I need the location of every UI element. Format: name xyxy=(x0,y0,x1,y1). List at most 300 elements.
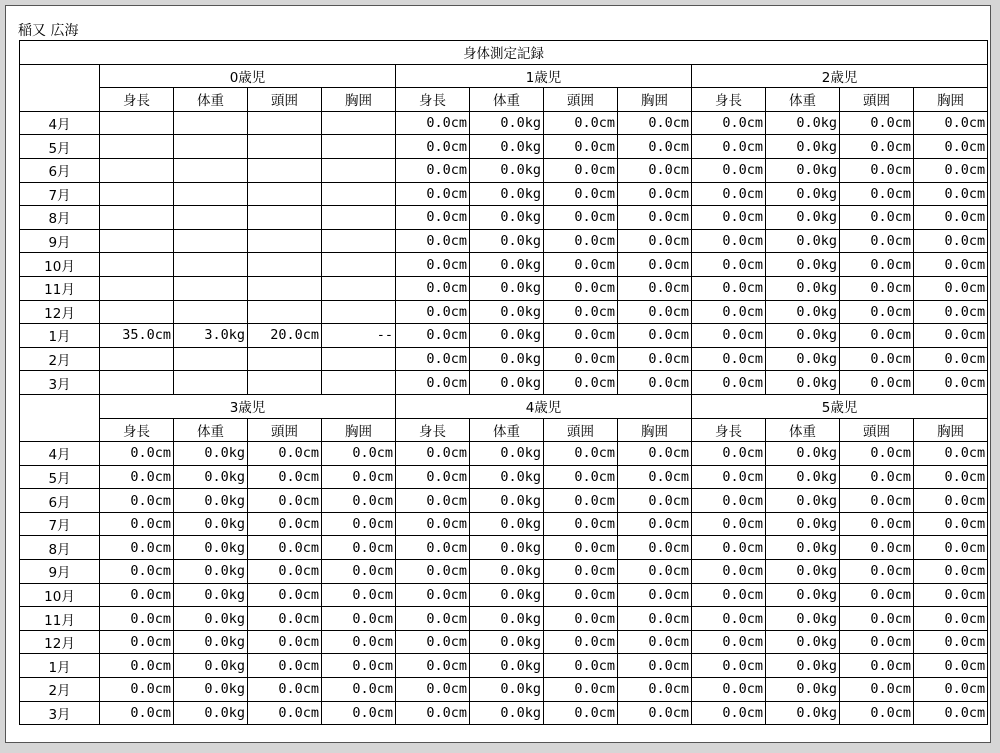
measure-header: 体重 xyxy=(470,418,544,442)
measurement-cell: 0.0kg xyxy=(766,701,840,725)
measurement-cell xyxy=(248,182,322,206)
measurement-cell: 0.0kg xyxy=(174,654,248,678)
measurement-cell xyxy=(174,206,248,230)
table-title: 身体測定記録 xyxy=(20,41,988,65)
measurement-cell: 0.0cm xyxy=(396,654,470,678)
measurement-cell: 0.0cm xyxy=(618,206,692,230)
measurement-cell: 0.0cm xyxy=(544,583,618,607)
measurement-cell: 0.0cm xyxy=(322,607,396,631)
measure-header: 体重 xyxy=(766,88,840,112)
measurement-cell: 0.0cm xyxy=(840,206,914,230)
measure-header: 胸囲 xyxy=(914,88,988,112)
measurement-cell: 0.0cm xyxy=(618,583,692,607)
measurement-cell: 0.0cm xyxy=(618,324,692,348)
measurement-cell: 0.0kg xyxy=(766,371,840,395)
measurement-cell: 0.0cm xyxy=(396,276,470,300)
measurement-cell: 0.0cm xyxy=(840,158,914,182)
measurement-cell xyxy=(100,276,174,300)
age-group-label: 2歳児 xyxy=(692,64,988,88)
table-row xyxy=(20,654,988,678)
measurement-cell: 0.0cm xyxy=(840,111,914,135)
measurement-cell: 0.0cm xyxy=(914,678,988,702)
measure-header: 身長 xyxy=(100,418,174,442)
measurement-cell: 0.0cm xyxy=(396,371,470,395)
measurement-cell: 0.0cm xyxy=(618,371,692,395)
measurement-cell: 0.0cm xyxy=(618,536,692,560)
measurement-cell xyxy=(248,371,322,395)
measurement-cell: 35.0cm xyxy=(100,324,174,348)
measurement-cell: 0.0kg xyxy=(766,560,840,584)
measurement-cell: 0.0kg xyxy=(470,560,544,584)
table-row xyxy=(20,678,988,702)
measure-header: 身長 xyxy=(692,418,766,442)
measurement-cell: 0.0cm xyxy=(692,158,766,182)
measurement-cell: 0.0cm xyxy=(544,630,618,654)
measurement-cell xyxy=(100,371,174,395)
measurement-cell xyxy=(174,300,248,324)
measurement-cell: 0.0cm xyxy=(914,442,988,466)
age-group-label: 1歳児 xyxy=(396,64,692,88)
measurement-cell: 0.0cm xyxy=(840,678,914,702)
measurement-cell: 0.0cm xyxy=(396,678,470,702)
measurement-cell: 0.0kg xyxy=(766,182,840,206)
measurement-cell: 0.0cm xyxy=(692,182,766,206)
measurement-cell xyxy=(174,253,248,277)
measurement-cell: 0.0kg xyxy=(174,536,248,560)
measurement-cell: 0.0cm xyxy=(544,111,618,135)
age-group-row xyxy=(20,64,988,88)
measurement-cell: 0.0cm xyxy=(544,300,618,324)
table-row xyxy=(20,630,988,654)
measurement-cell: 0.0cm xyxy=(322,630,396,654)
measurement-cell: 0.0kg xyxy=(470,276,544,300)
measurement-cell: 0.0cm xyxy=(396,560,470,584)
measurement-cell: 0.0cm xyxy=(396,442,470,466)
month-label: 4月 xyxy=(20,111,100,135)
measurement-cell: 0.0cm xyxy=(692,442,766,466)
table-row xyxy=(20,206,988,230)
measure-header-row xyxy=(20,88,988,112)
measurement-cell: 0.0kg xyxy=(766,276,840,300)
measure-header-row xyxy=(20,418,988,442)
measurement-cell: 0.0cm xyxy=(100,512,174,536)
measurement-cell: 0.0cm xyxy=(618,135,692,159)
measurement-cell: 0.0cm xyxy=(322,560,396,584)
measurement-cell: 0.0kg xyxy=(766,158,840,182)
measurement-cell: 0.0cm xyxy=(396,182,470,206)
measurement-cell: 0.0cm xyxy=(618,701,692,725)
measurement-cell: 0.0kg xyxy=(174,512,248,536)
measurement-cell: 0.0cm xyxy=(100,678,174,702)
measurement-cell: 0.0cm xyxy=(840,654,914,678)
measurement-cell: 0.0cm xyxy=(100,465,174,489)
measure-header: 頭囲 xyxy=(248,418,322,442)
measurement-cell: 0.0cm xyxy=(248,442,322,466)
month-label: 12月 xyxy=(20,300,100,324)
table-row xyxy=(20,253,988,277)
measurement-cell: 0.0cm xyxy=(914,701,988,725)
measurement-cell: 0.0cm xyxy=(692,206,766,230)
measurement-cell: 0.0cm xyxy=(100,701,174,725)
measurement-cell: 0.0cm xyxy=(840,135,914,159)
month-label: 7月 xyxy=(20,182,100,206)
measurement-cell: 0.0cm xyxy=(914,465,988,489)
measurement-cell: 0.0cm xyxy=(618,654,692,678)
table-row xyxy=(20,371,988,395)
measurement-cell: 0.0cm xyxy=(618,111,692,135)
month-label: 2月 xyxy=(20,347,100,371)
measurement-cell: 0.0cm xyxy=(840,371,914,395)
measurement-cell: 0.0cm xyxy=(692,560,766,584)
measure-header: 体重 xyxy=(174,88,248,112)
measurement-cell: 0.0cm xyxy=(396,253,470,277)
measurement-cell: 0.0kg xyxy=(470,111,544,135)
measurement-cell: 0.0cm xyxy=(618,158,692,182)
table-row xyxy=(20,111,988,135)
measurement-cell: 0.0cm xyxy=(692,489,766,513)
measurement-cell: 0.0cm xyxy=(914,300,988,324)
measurement-cell: 0.0cm xyxy=(248,489,322,513)
measurement-cell: 0.0kg xyxy=(766,347,840,371)
measurement-cell: 0.0cm xyxy=(692,583,766,607)
measurement-cell: 0.0cm xyxy=(396,111,470,135)
measurement-cell: 0.0cm xyxy=(840,701,914,725)
month-label: 3月 xyxy=(20,371,100,395)
measurement-cell: 0.0cm xyxy=(544,229,618,253)
measurement-cell: 0.0cm xyxy=(544,442,618,466)
measurement-cell: 0.0kg xyxy=(766,253,840,277)
table-row xyxy=(20,607,988,631)
measurement-cell: 0.0cm xyxy=(618,347,692,371)
measurement-cell: 0.0cm xyxy=(544,560,618,584)
measurement-cell: 0.0cm xyxy=(544,512,618,536)
measurement-cell: 0.0cm xyxy=(914,206,988,230)
measurement-cell: 0.0kg xyxy=(470,654,544,678)
measurement-cell xyxy=(322,276,396,300)
measurement-cell: 0.0cm xyxy=(396,465,470,489)
measurement-cell: 0.0cm xyxy=(544,276,618,300)
measurement-cell: 0.0cm xyxy=(396,607,470,631)
measurement-cell xyxy=(100,135,174,159)
measurement-cell: 0.0cm xyxy=(692,300,766,324)
measurement-cell: 0.0cm xyxy=(692,276,766,300)
month-label: 11月 xyxy=(20,276,100,300)
measurement-cell: 0.0cm xyxy=(544,536,618,560)
measurement-cell: 0.0cm xyxy=(100,630,174,654)
measurement-cell: 0.0kg xyxy=(766,536,840,560)
measurement-cell: 0.0cm xyxy=(396,300,470,324)
measurement-cell: 0.0cm xyxy=(100,583,174,607)
measurement-cell: 0.0cm xyxy=(396,135,470,159)
measurement-cell: 0.0cm xyxy=(840,276,914,300)
measurement-cell: 0.0cm xyxy=(692,630,766,654)
measurement-cell: 0.0cm xyxy=(396,229,470,253)
measurement-cell xyxy=(322,206,396,230)
measurement-cell: 0.0kg xyxy=(470,701,544,725)
month-label: 8月 xyxy=(20,536,100,560)
measure-header: 身長 xyxy=(692,88,766,112)
measurement-cell: 0.0cm xyxy=(914,630,988,654)
measurement-cell: 0.0cm xyxy=(618,182,692,206)
measurement-cell: 0.0cm xyxy=(618,630,692,654)
measure-header: 胸囲 xyxy=(618,88,692,112)
measurement-cell: 0.0cm xyxy=(322,654,396,678)
measurement-cell: 0.0cm xyxy=(914,489,988,513)
table-row xyxy=(20,536,988,560)
month-label: 6月 xyxy=(20,489,100,513)
age-group-label: 0歳児 xyxy=(100,64,396,88)
measurement-cell: 0.0cm xyxy=(692,135,766,159)
measurement-cell: 0.0cm xyxy=(396,512,470,536)
measurement-cell: 0.0cm xyxy=(544,253,618,277)
measurement-cell: 0.0cm xyxy=(544,324,618,348)
measurement-cell: 0.0cm xyxy=(618,560,692,584)
measure-header: 体重 xyxy=(470,88,544,112)
measurement-cell: 0.0kg xyxy=(174,560,248,584)
measurement-cell: 0.0kg xyxy=(470,371,544,395)
measure-header: 体重 xyxy=(174,418,248,442)
measure-header: 身長 xyxy=(396,418,470,442)
measurement-cell: 0.0kg xyxy=(470,300,544,324)
measurement-cell xyxy=(322,158,396,182)
measurement-cell: 0.0cm xyxy=(914,229,988,253)
measurement-cell: 0.0kg xyxy=(174,630,248,654)
measurement-cell: 0.0cm xyxy=(692,607,766,631)
measurement-cell: 0.0kg xyxy=(470,135,544,159)
measurement-cell: 0.0cm xyxy=(544,465,618,489)
measure-header: 頭囲 xyxy=(840,418,914,442)
month-label: 10月 xyxy=(20,583,100,607)
measurement-cell: 0.0kg xyxy=(470,536,544,560)
measurement-cell: 0.0cm xyxy=(100,607,174,631)
report-page xyxy=(5,5,991,743)
measurement-cell: 0.0cm xyxy=(396,347,470,371)
measure-header: 身長 xyxy=(396,88,470,112)
measurement-cell: 0.0kg xyxy=(174,442,248,466)
month-label: 6月 xyxy=(20,158,100,182)
measurement-cell: 0.0cm xyxy=(322,536,396,560)
measurement-cell: 0.0kg xyxy=(470,182,544,206)
measurement-cell: 0.0kg xyxy=(470,630,544,654)
measurement-cell: 0.0cm xyxy=(322,512,396,536)
age-group-row xyxy=(20,394,988,418)
month-label: 9月 xyxy=(20,560,100,584)
month-label: 7月 xyxy=(20,512,100,536)
measurement-cell: 0.0cm xyxy=(322,465,396,489)
measurement-cell: 0.0cm xyxy=(840,300,914,324)
measurement-cell: 0.0kg xyxy=(766,489,840,513)
measurement-cell xyxy=(174,111,248,135)
measurement-cell: 0.0cm xyxy=(914,158,988,182)
measurement-cell: 0.0kg xyxy=(174,465,248,489)
measurement-cell: 0.0cm xyxy=(396,536,470,560)
measurement-cell: 0.0cm xyxy=(248,465,322,489)
measurement-cell xyxy=(174,276,248,300)
table-row xyxy=(20,158,988,182)
table-row xyxy=(20,135,988,159)
measurement-cell xyxy=(100,158,174,182)
table-row xyxy=(20,512,988,536)
measurement-cell: 0.0cm xyxy=(692,324,766,348)
measurement-cell: 0.0cm xyxy=(914,654,988,678)
measurement-cell: 0.0cm xyxy=(248,654,322,678)
table-row xyxy=(20,583,988,607)
table-row xyxy=(20,182,988,206)
measurement-cell: 0.0cm xyxy=(914,182,988,206)
measurement-cell: 0.0cm xyxy=(544,347,618,371)
measurement-cell: 0.0cm xyxy=(544,489,618,513)
measurement-cell: 0.0kg xyxy=(766,300,840,324)
measurement-cell: 0.0cm xyxy=(544,182,618,206)
measurement-cell: 0.0kg xyxy=(766,607,840,631)
measurement-cell: 0.0cm xyxy=(692,253,766,277)
month-label: 11月 xyxy=(20,607,100,631)
measurement-cell: 0.0cm xyxy=(618,300,692,324)
measurement-cell xyxy=(248,229,322,253)
measurement-cell xyxy=(174,182,248,206)
measurement-cell xyxy=(248,276,322,300)
measurement-cell: 0.0cm xyxy=(840,229,914,253)
measurement-cell: 0.0cm xyxy=(544,158,618,182)
measurement-cell: 0.0cm xyxy=(914,253,988,277)
measurement-cell: 0.0cm xyxy=(100,654,174,678)
month-label: 5月 xyxy=(20,465,100,489)
measurement-cell xyxy=(322,371,396,395)
measurement-cell: 0.0cm xyxy=(618,465,692,489)
measurement-cell: 0.0cm xyxy=(248,560,322,584)
measurement-cell xyxy=(248,158,322,182)
measurement-cell: 0.0kg xyxy=(470,678,544,702)
measurement-cell: 0.0cm xyxy=(544,371,618,395)
measurement-cell: 0.0cm xyxy=(692,371,766,395)
measurement-cell: 0.0cm xyxy=(840,560,914,584)
measurement-cell xyxy=(322,135,396,159)
measurement-cell: 0.0cm xyxy=(248,536,322,560)
table-row xyxy=(20,701,988,725)
measurement-cell: 0.0cm xyxy=(544,678,618,702)
measurement-cell: 0.0cm xyxy=(618,229,692,253)
measure-header: 胸囲 xyxy=(322,418,396,442)
measurement-cell: 0.0kg xyxy=(174,701,248,725)
measurement-cell: 0.0cm xyxy=(322,678,396,702)
measurement-cell xyxy=(100,229,174,253)
measurement-cell: 0.0kg xyxy=(470,442,544,466)
month-label: 8月 xyxy=(20,206,100,230)
month-header-blank xyxy=(20,394,100,441)
measurement-cell xyxy=(100,206,174,230)
measurement-cell: 0.0cm xyxy=(840,324,914,348)
table-row xyxy=(20,442,988,466)
measurement-cell xyxy=(248,300,322,324)
measurement-cell xyxy=(174,135,248,159)
measurement-cell: 0.0cm xyxy=(322,701,396,725)
measurement-cell: 0.0cm xyxy=(840,512,914,536)
measurement-cell: 0.0cm xyxy=(692,347,766,371)
measurement-cell xyxy=(100,253,174,277)
measurement-cell: 0.0cm xyxy=(544,206,618,230)
measurement-cell: 0.0cm xyxy=(322,583,396,607)
measurement-cell: 0.0kg xyxy=(174,607,248,631)
month-label: 5月 xyxy=(20,135,100,159)
month-header-blank xyxy=(20,64,100,111)
measurement-cell: 0.0cm xyxy=(100,489,174,513)
age-group-label: 4歳児 xyxy=(396,394,692,418)
measurement-cell: 0.0cm xyxy=(322,489,396,513)
measurement-cell: 0.0kg xyxy=(470,347,544,371)
month-label: 1月 xyxy=(20,654,100,678)
age-group-label: 5歳児 xyxy=(692,394,988,418)
measurement-cell xyxy=(100,300,174,324)
table-row xyxy=(20,324,988,348)
measurement-cell xyxy=(248,253,322,277)
measurement-cell: 0.0cm xyxy=(248,607,322,631)
measurement-cell: -- xyxy=(322,324,396,348)
measure-header: 身長 xyxy=(100,88,174,112)
measurement-cell: 0.0cm xyxy=(100,442,174,466)
measurement-cell: 0.0kg xyxy=(766,583,840,607)
measurement-cell: 0.0cm xyxy=(618,276,692,300)
measurement-cell xyxy=(100,347,174,371)
measurement-cell xyxy=(174,347,248,371)
measurement-cell: 0.0cm xyxy=(396,206,470,230)
measurement-cell: 0.0cm xyxy=(248,583,322,607)
measurement-cell: 0.0cm xyxy=(100,536,174,560)
measure-header: 頭囲 xyxy=(840,88,914,112)
measure-header: 胸囲 xyxy=(618,418,692,442)
measurement-cell: 0.0kg xyxy=(470,465,544,489)
measurement-cell: 3.0kg xyxy=(174,324,248,348)
measurement-cell xyxy=(322,182,396,206)
measurement-cell: 0.0cm xyxy=(248,512,322,536)
table-row xyxy=(20,489,988,513)
measurement-cell: 0.0cm xyxy=(692,678,766,702)
measurement-cell: 0.0cm xyxy=(248,678,322,702)
measurement-cell: 0.0cm xyxy=(618,678,692,702)
measurement-cell: 0.0cm xyxy=(396,158,470,182)
measurement-cell: 0.0cm xyxy=(396,583,470,607)
measurement-cell: 0.0cm xyxy=(692,465,766,489)
month-label: 12月 xyxy=(20,630,100,654)
measurement-cell: 0.0cm xyxy=(618,253,692,277)
measurement-cell: 0.0cm xyxy=(840,536,914,560)
month-label: 1月 xyxy=(20,324,100,348)
measurement-cell: 0.0kg xyxy=(174,489,248,513)
measurement-cell: 0.0cm xyxy=(544,701,618,725)
measurement-cell: 20.0cm xyxy=(248,324,322,348)
title-row xyxy=(20,41,988,65)
measurement-cell: 0.0cm xyxy=(618,512,692,536)
measurement-cell: 0.0cm xyxy=(840,465,914,489)
measurement-cell: 0.0kg xyxy=(470,489,544,513)
measurement-cell: 0.0kg xyxy=(766,678,840,702)
measurement-cell: 0.0cm xyxy=(544,654,618,678)
measurement-cell: 0.0kg xyxy=(174,583,248,607)
measure-header: 体重 xyxy=(766,418,840,442)
month-label: 10月 xyxy=(20,253,100,277)
measurement-cell: 0.0kg xyxy=(470,583,544,607)
measurement-cell: 0.0cm xyxy=(248,630,322,654)
measurement-cell: 0.0cm xyxy=(618,607,692,631)
measurement-cell: 0.0kg xyxy=(470,206,544,230)
measurement-record-table xyxy=(19,40,988,725)
measurement-cell: 0.0cm xyxy=(396,489,470,513)
measurement-cell: 0.0cm xyxy=(914,276,988,300)
measurement-cell: 0.0kg xyxy=(766,135,840,159)
month-label: 2月 xyxy=(20,678,100,702)
measurement-cell: 0.0cm xyxy=(692,701,766,725)
measurement-cell xyxy=(248,206,322,230)
measurement-cell: 0.0cm xyxy=(840,489,914,513)
